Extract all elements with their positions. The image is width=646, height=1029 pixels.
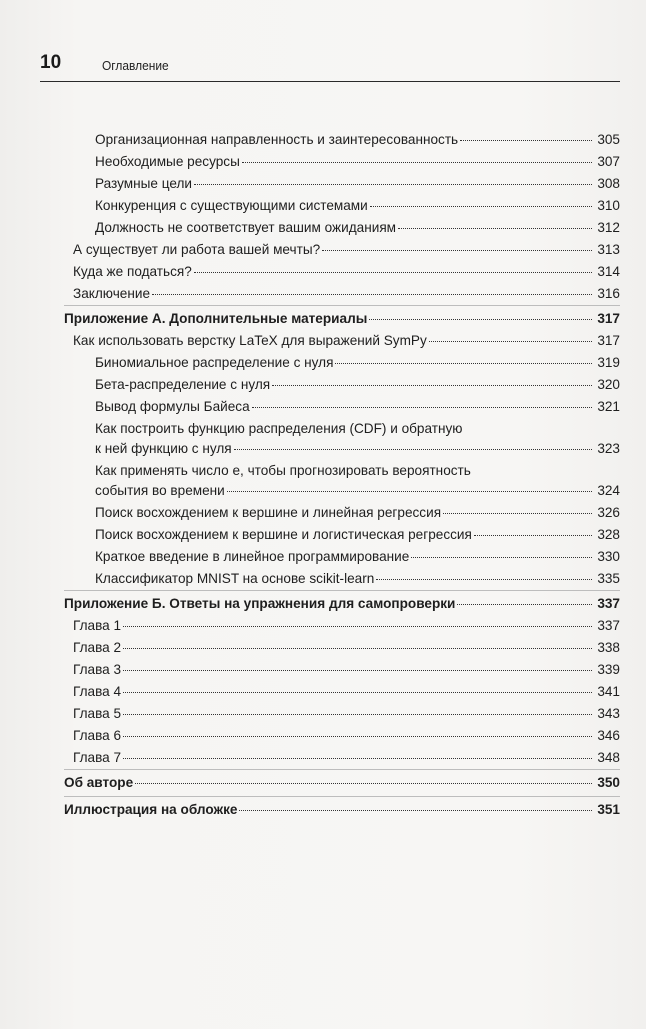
leader-dots <box>123 758 592 759</box>
leader-dots <box>429 341 592 342</box>
section-divider <box>64 590 620 591</box>
toc-entry-page: 343 <box>597 706 620 721</box>
toc-entry-chapter-5[interactable] <box>73 704 620 724</box>
toc-entry-title: Глава 2 <box>73 640 122 655</box>
toc-entry-mnist[interactable] <box>95 569 620 589</box>
leader-dots <box>370 206 592 207</box>
toc-entry-title: Бета-распределение с нуля <box>95 377 271 392</box>
toc-entry-title: Приложение Б. Ответы на упражнения для самопроверки <box>64 596 456 611</box>
toc-entry-title: Поиск восхождением к вершине и логистическая регрессия <box>95 527 472 542</box>
toc-entry-page: 337 <box>597 596 620 611</box>
toc-entry-page: 320 <box>597 377 620 392</box>
toc-entry-where-to-go[interactable] <box>73 262 620 282</box>
toc-entry-page: 305 <box>597 132 620 147</box>
toc-entry-title: Организационная направленность и заинтересованность <box>95 132 459 147</box>
leader-dots <box>376 579 592 580</box>
leader-dots <box>123 736 592 737</box>
toc-entry-title-line2: к ней функцию с нуля <box>95 441 232 456</box>
toc-entry-title: Биномиальное распределение с нуля <box>95 355 334 370</box>
leader-dots <box>194 272 592 273</box>
section-divider <box>64 769 620 770</box>
leader-dots <box>460 140 592 141</box>
toc-entry-title: Заключение <box>73 286 151 301</box>
toc-entry-cover-illustration[interactable] <box>64 800 620 820</box>
toc-entry-title: Разумные цели <box>95 176 192 191</box>
toc-entry-title: Глава 7 <box>73 750 122 765</box>
leader-dots <box>398 228 592 229</box>
leader-dots <box>135 783 592 784</box>
toc-entry-latex-sympy[interactable] <box>73 331 620 351</box>
toc-entry-page: 348 <box>597 750 620 765</box>
toc-entry-page: 324 <box>597 483 620 498</box>
leader-dots <box>335 363 592 364</box>
toc-entry-appendix-a[interactable] <box>64 309 620 329</box>
page-header <box>40 52 620 80</box>
toc-entry-page: 312 <box>597 220 620 235</box>
toc-entry-title: Конкуренция с существующими системами <box>95 198 368 213</box>
toc-entry-chapter-4[interactable] <box>73 682 620 702</box>
leader-dots <box>152 294 592 295</box>
leader-dots <box>474 535 592 536</box>
toc-entry-page: 338 <box>597 640 620 655</box>
leader-dots <box>242 162 592 163</box>
toc-entry-chapter-7[interactable] <box>73 748 620 768</box>
toc-entry-page: 317 <box>597 333 620 348</box>
toc-entry-title: Как использовать верстку LaTeX для выражений SymPy <box>73 333 427 348</box>
toc-entry-title-line1: Как построить функцию распределения (CDF) и обратную <box>95 421 463 436</box>
toc-entry-linear-programming[interactable] <box>95 547 620 567</box>
toc-entry-title: Поиск восхождением к вершине и линейная регрессия <box>95 505 442 520</box>
toc-entry-organizational-focus[interactable] <box>95 130 620 150</box>
toc-entry-title: Куда же податься? <box>73 264 192 279</box>
toc-entry-page: 339 <box>597 662 620 677</box>
leader-dots <box>227 491 592 492</box>
toc-entry-page: 307 <box>597 154 620 169</box>
toc-entry-chapter-6[interactable] <box>73 726 620 746</box>
section-divider <box>64 305 620 306</box>
toc-entry-about-author[interactable] <box>64 773 620 793</box>
header-rule <box>40 81 620 82</box>
toc-entry-title: Глава 3 <box>73 662 122 677</box>
toc-entry-page: 313 <box>597 242 620 257</box>
toc-entry-page: 308 <box>597 176 620 191</box>
leader-dots <box>234 449 592 450</box>
toc-entry-dream-job[interactable] <box>73 240 620 260</box>
toc-entry-title: Глава 1 <box>73 618 122 633</box>
leader-dots <box>123 670 592 671</box>
leader-dots <box>457 604 592 605</box>
toc-entry-title: Глава 5 <box>73 706 122 721</box>
toc-entry-page: 335 <box>597 571 620 586</box>
toc-entry-title: Об авторе <box>64 775 134 790</box>
leader-dots <box>322 250 592 251</box>
toc-entry-required-resources[interactable] <box>95 152 620 172</box>
toc-entry-chapter-2[interactable] <box>73 638 620 658</box>
toc-entry-position-mismatch[interactable] <box>95 218 620 238</box>
leader-dots <box>194 184 592 185</box>
section-divider <box>64 796 620 797</box>
toc-entry-chapter-3[interactable] <box>73 660 620 680</box>
toc-entry-page: 316 <box>597 286 620 301</box>
toc-entry-page: 328 <box>597 527 620 542</box>
toc-entry-beta[interactable] <box>95 375 620 395</box>
toc-entry-page: 330 <box>597 549 620 564</box>
toc-entry-reasonable-goals[interactable] <box>95 174 620 194</box>
leader-dots <box>272 385 592 386</box>
toc-entry-page: 323 <box>597 441 620 456</box>
toc-entry-title: Приложение А. Дополнительные материалы <box>64 311 368 326</box>
toc-entry-conclusion[interactable] <box>73 284 620 304</box>
toc-entry-competition[interactable] <box>95 196 620 216</box>
toc-entry-hill-linear[interactable] <box>95 503 620 523</box>
toc-entry-title: Вывод формулы Байеса <box>95 399 250 414</box>
toc-entry-title: Иллюстрация на обложке <box>64 802 238 817</box>
toc-entry-title: Классификатор MNIST на основе scikit-learn <box>95 571 375 586</box>
toc-entry-page: 350 <box>597 775 620 790</box>
toc-entry-page: 319 <box>597 355 620 370</box>
leader-dots <box>123 648 592 649</box>
leader-dots <box>252 407 592 408</box>
toc-entry-page: 317 <box>597 311 620 326</box>
leader-dots <box>123 692 592 693</box>
toc-entry-page: 314 <box>597 264 620 279</box>
leader-dots <box>123 626 592 627</box>
toc-entry-page: 341 <box>597 684 620 699</box>
leader-dots <box>239 810 592 811</box>
toc-entry-title: Глава 4 <box>73 684 122 699</box>
toc-entry-title-line1: Как применять число e, чтобы прогнозировать вероятность <box>95 463 471 478</box>
toc-entry-bayes[interactable] <box>95 397 620 417</box>
toc-entry-number-e[interactable] <box>95 461 620 501</box>
page-number: 10 <box>40 52 62 73</box>
toc-entry-page: 346 <box>597 728 620 743</box>
toc-entry-chapter-1[interactable] <box>73 616 620 636</box>
leader-dots <box>443 513 592 514</box>
leader-dots <box>123 714 592 715</box>
toc-entry-page: 326 <box>597 505 620 520</box>
toc-entry-title: Краткое введение в линейное программирование <box>95 549 410 564</box>
toc-entry-title: Глава 6 <box>73 728 122 743</box>
toc-entry-page: 321 <box>597 399 620 414</box>
toc-entry-binomial[interactable] <box>95 353 620 373</box>
toc-entry-cdf[interactable] <box>95 419 620 459</box>
toc-entry-page: 310 <box>597 198 620 213</box>
toc-entry-appendix-b[interactable] <box>64 594 620 614</box>
leader-dots <box>411 557 592 558</box>
toc-entry-page: 351 <box>597 802 620 817</box>
running-title: Оглавление <box>102 58 169 73</box>
toc-entry-title-line2: события во времени <box>95 483 225 498</box>
toc-entry-hill-logistic[interactable] <box>95 525 620 545</box>
toc-entry-title: А существует ли работа вашей мечты? <box>73 242 321 257</box>
toc-entry-page: 337 <box>597 618 620 633</box>
toc-entry-title: Должность не соответствует вашим ожиданиям <box>95 220 397 235</box>
toc-entry-title: Необходимые ресурсы <box>95 154 240 169</box>
leader-dots <box>369 319 592 320</box>
